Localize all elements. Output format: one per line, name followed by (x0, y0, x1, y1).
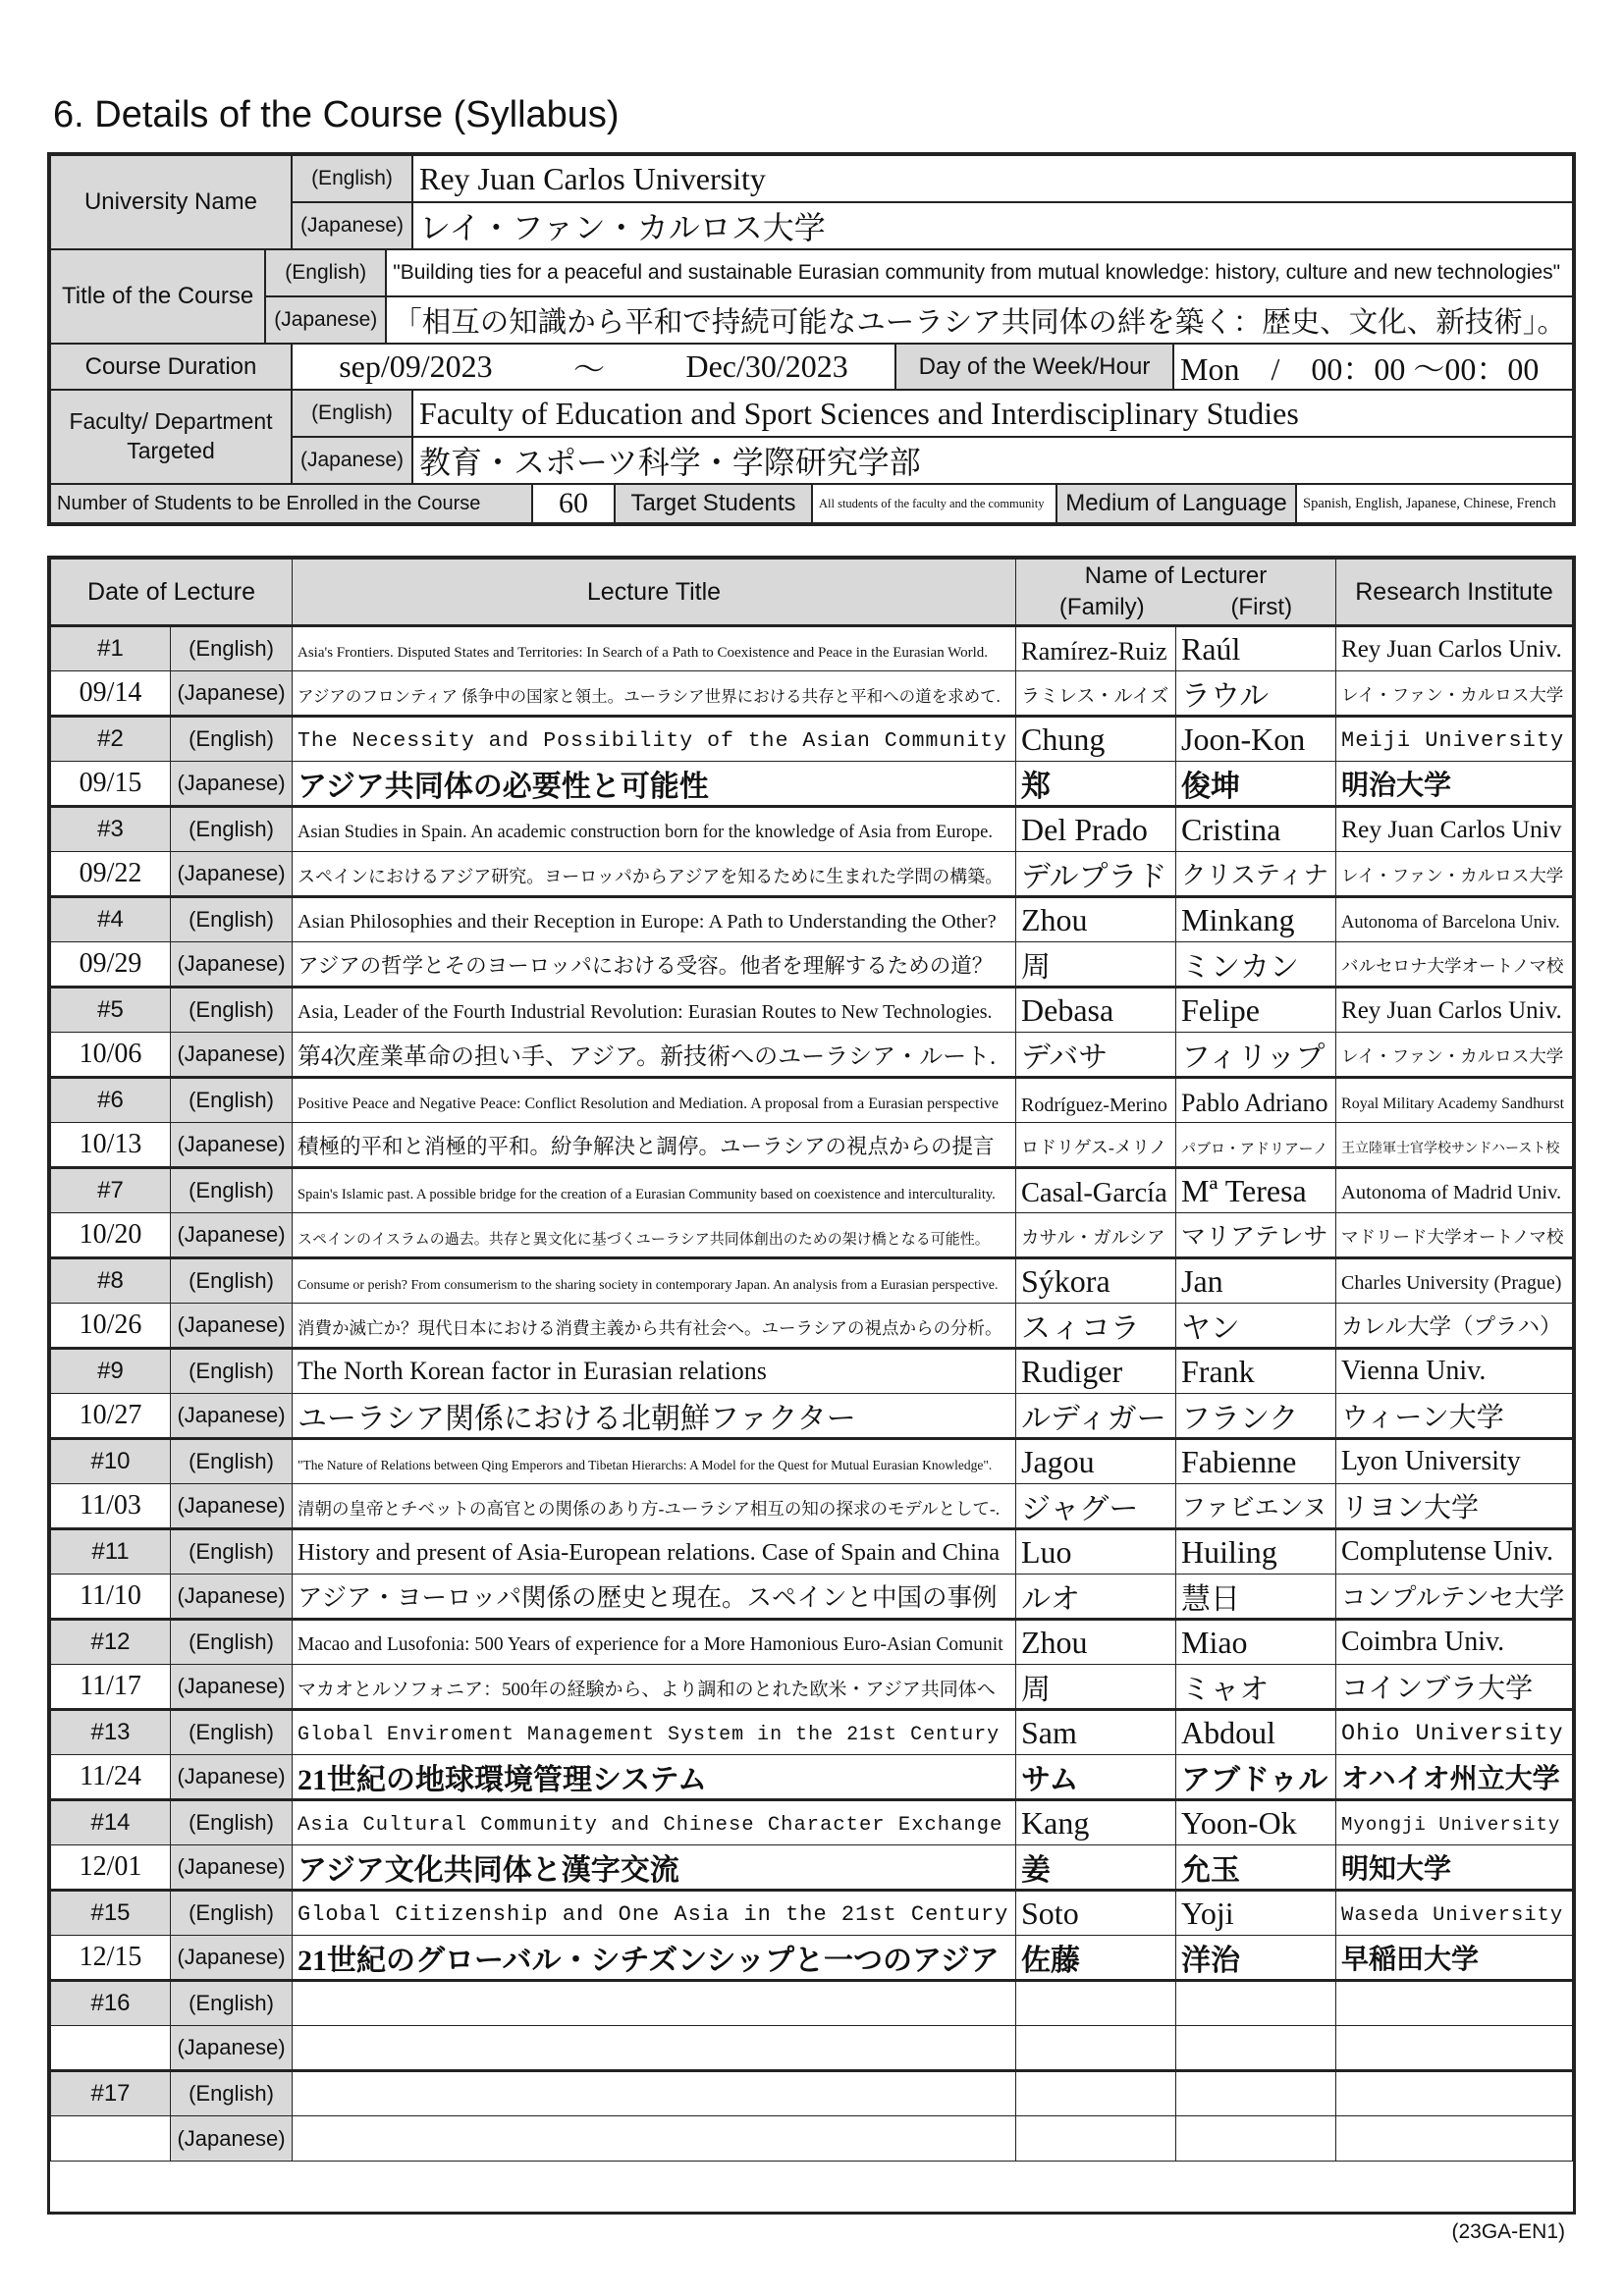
institute-en: Vienna Univ. (1336, 1349, 1573, 1394)
lecturer-family-jp: ロドリゲス-メリノ (1016, 1123, 1176, 1168)
lecturer-first-jp: ミャオ (1176, 1665, 1336, 1710)
institute-jp: リヨン大学 (1336, 1484, 1573, 1529)
lecturer-first-en: Yoon-Ok (1176, 1800, 1336, 1845)
institute-jp: 明治大学 (1336, 762, 1573, 807)
lecture-title-jp: 消費か滅亡か？現代日本における消費主義から共有社会へ。ユーラシアの視点からの分析。 (293, 1304, 1016, 1349)
lecturer-family-jp: ジャグー (1016, 1484, 1176, 1529)
lecture-row-english (51, 897, 1573, 942)
institute-jp: レイ・ファン・カルロス大学 (1336, 852, 1573, 897)
lecture-title-en: History and present of Asia-European relations. Case of Spain and China (293, 1529, 1016, 1575)
lecture-row-english (51, 717, 1573, 762)
lecture-date (51, 2116, 171, 2162)
lecturer-first-jp: クリスティナ (1176, 852, 1336, 897)
institute-jp: 王立陸軍士官学校サンドハースト校 (1336, 1123, 1573, 1168)
institute-jp: カレル大学（プラハ） (1336, 1304, 1573, 1349)
lecture-number: #15 (51, 1891, 171, 1936)
lecture-date: 12/01 (51, 1845, 171, 1891)
lecture-row-english (51, 1710, 1573, 1755)
lecture-row-english (51, 1349, 1573, 1394)
university-name-label: University Name (50, 155, 292, 249)
lecture-number: #2 (51, 717, 171, 762)
university-name-jp: レイ・ファン・カルロス大学 (412, 202, 1573, 249)
lecturer-family-en: Luo (1016, 1529, 1176, 1575)
japanese-label: (Japanese) (171, 1936, 293, 1981)
english-label: (English) (171, 1349, 293, 1394)
lecturer-family-jp: 佐藤 (1016, 1936, 1176, 1981)
course-info-table (47, 152, 1576, 526)
lecturer-family-en (1016, 1981, 1176, 2026)
english-label: (English) (171, 1168, 293, 1213)
institute-en: Complutense Univ. (1336, 1529, 1573, 1575)
lecture-row-japanese (51, 852, 1573, 897)
institute-en: Rey Juan Carlos Univ. (1336, 988, 1573, 1033)
lecturer-family-en: Kang (1016, 1800, 1176, 1845)
lecture-row-japanese (51, 1394, 1573, 1439)
lecture-number: #12 (51, 1620, 171, 1665)
institute-jp: コンプルテンセ大学 (1336, 1575, 1573, 1620)
lecture-number: #8 (51, 1258, 171, 1304)
lecture-title-jp: アジア文化共同体と漢字交流 (293, 1845, 1016, 1891)
institute-jp: 明知大学 (1336, 1845, 1573, 1891)
institute-en: Autonoma of Madrid Univ. (1336, 1168, 1573, 1213)
lecturer-family-jp: 周 (1016, 1665, 1176, 1710)
lecture-number: #4 (51, 897, 171, 942)
lecture-title-en: "The Nature of Relations between Qing Emperors and Tibetan Hierarchs: A Model for the Quest for Mutual Eurasian Knowledge". (293, 1439, 1016, 1484)
lecture-row-japanese (51, 762, 1573, 807)
end-date: Dec/30/2023 (685, 348, 848, 384)
institute-jp (1336, 2116, 1573, 2162)
lecturer-family-en: Sam (1016, 1710, 1176, 1755)
lecture-row-japanese (51, 1755, 1573, 1800)
japanese-label: (Japanese) (265, 296, 386, 344)
lecturer-first-jp: フランク (1176, 1394, 1336, 1439)
english-label: (English) (171, 717, 293, 762)
english-label: (English) (171, 897, 293, 942)
lecturer-family-jp: ラミレス・ルイズ (1016, 671, 1176, 717)
faculty-en: Faculty of Education and Sport Sciences and Interdisciplinary Studies (412, 390, 1573, 437)
lecture-number: #14 (51, 1800, 171, 1845)
lecture-date (51, 2026, 171, 2071)
day-of-week-value: Mon / 00：00 ～00：00 (1173, 344, 1573, 390)
header-lecturer (1016, 560, 1336, 626)
institute-jp (1336, 2026, 1573, 2071)
lecture-title-jp: 第4次産業革命の担い手、アジア。新技術へのユーラシア・ルート. (293, 1033, 1016, 1078)
lecturer-family-en: Zhou (1016, 1620, 1176, 1665)
lecturer-first-en: Joon-Kon (1176, 717, 1336, 762)
lecturer-first-en: Minkang (1176, 897, 1336, 942)
lecturer-first-jp (1176, 2026, 1336, 2071)
english-label: (English) (171, 988, 293, 1033)
lecturer-family-en: Ramírez-Ruiz (1016, 626, 1176, 671)
lecture-number: #7 (51, 1168, 171, 1213)
lecturer-first-jp: ヤン (1176, 1304, 1336, 1349)
lecturer-family-en: Jagou (1016, 1439, 1176, 1484)
lecturer-first-jp: 俊坤 (1176, 762, 1336, 807)
lecture-date: 12/15 (51, 1936, 171, 1981)
lecture-title-jp: スペインのイスラムの過去。共存と異文化に基づくユーラシア共同体創出のための架け橋となる可能性。 (293, 1213, 1016, 1258)
japanese-label: (Japanese) (171, 762, 293, 807)
header-family: (Family) (1058, 594, 1145, 620)
lecture-row-english (51, 1439, 1573, 1484)
japanese-label: (Japanese) (171, 2116, 293, 2162)
english-label: (English) (171, 1981, 293, 2026)
lecture-row-japanese (51, 1213, 1573, 1258)
lecture-title-en: The North Korean factor in Eurasian relations (293, 1349, 1016, 1394)
institute-en: Meiji University (1336, 717, 1573, 762)
institute-jp: バルセロナ大学オートノマ校 (1336, 942, 1573, 988)
lecturer-family-jp: カサル・ガルシア (1016, 1213, 1176, 1258)
language-label: Medium of Language (1056, 484, 1296, 523)
lecture-title-en: Global Citizenship and One Asia in the 21st Century (293, 1891, 1016, 1936)
lecturer-family-jp: デルプラド (1016, 852, 1176, 897)
institute-en: Coimbra Univ. (1336, 1620, 1573, 1665)
english-label: (English) (171, 1891, 293, 1936)
target-students-value: All students of the faculty and the community (812, 484, 1056, 523)
lecturer-first-jp: ファビエンヌ (1176, 1484, 1336, 1529)
lecturer-first-en: Yoji (1176, 1891, 1336, 1936)
lecture-title-en: Spain's Islamic past. A possible bridge for the creation of a Eurasian Community based on coexistence and interculturality. (293, 1168, 1016, 1213)
lecturer-family-en: Rodríguez-Merino (1016, 1078, 1176, 1123)
faculty-label: Faculty/ Department Targeted (50, 390, 292, 484)
lecture-date: 10/26 (51, 1304, 171, 1349)
lecturer-first-jp: ミンカン (1176, 942, 1336, 988)
lecture-row-japanese (51, 1665, 1573, 1710)
lecturer-first-jp: 洋治 (1176, 1936, 1336, 1981)
lecturer-first-jp: マリアテレサ (1176, 1213, 1336, 1258)
lecture-row-japanese (51, 1936, 1573, 1981)
lecture-row-english (51, 988, 1573, 1033)
lecturer-first-jp: フィリップ (1176, 1033, 1336, 1078)
lecture-title-jp (293, 2116, 1016, 2162)
japanese-label: (Japanese) (171, 852, 293, 897)
lecturer-first-jp: アブドゥル (1176, 1755, 1336, 1800)
lecture-title-jp: マカオとルソフォニア：500年の経験から、より調和のとれた欧米・アジア共同体へ (293, 1665, 1016, 1710)
lecture-title-jp: アジアのフロンティア 係争中の国家と領土。ユーラシア世界における共存と平和への道を求めて. (293, 671, 1016, 717)
lecturer-first-en: Felipe (1176, 988, 1336, 1033)
lecture-row-japanese (51, 1484, 1573, 1529)
institute-en: Royal Military Academy Sandhurst (1336, 1078, 1573, 1123)
lecturer-family-jp: デバサ (1016, 1033, 1176, 1078)
english-label: (English) (171, 1710, 293, 1755)
language-value: Spanish, English, Japanese, Chinese, French (1296, 484, 1573, 523)
institute-en: Myongji University (1336, 1800, 1573, 1845)
institute-en (1336, 1981, 1573, 2026)
japanese-label: (Japanese) (292, 202, 412, 249)
lecture-row-english (51, 626, 1573, 671)
english-label: (English) (171, 626, 293, 671)
lecturer-first-en: Frank (1176, 1349, 1336, 1394)
lecturer-family-jp (1016, 2026, 1176, 2071)
lecture-date: 09/22 (51, 852, 171, 897)
lecture-title-jp: スペインにおけるアジア研究。ヨーロッパからアジアを知るために生まれた学問の構築。 (293, 852, 1016, 897)
lecture-date: 11/03 (51, 1484, 171, 1529)
lecture-title-jp: アジア・ヨーロッパ関係の歴史と現在。スペインと中国の事例 (293, 1575, 1016, 1620)
lecture-title-en: Asian Studies in Spain. An academic construction born for the knowledge of Asia from Europe. (293, 807, 1016, 852)
lecture-row-japanese (51, 942, 1573, 988)
lecture-title-en: Macao and Lusofonia: 500 Years of experience for a More Hamonious Euro-Asian Comunit (293, 1620, 1016, 1665)
institute-jp: マドリード大学オートノマ校 (1336, 1213, 1573, 1258)
lecturer-family-en: Del Prado (1016, 807, 1176, 852)
lecturer-first-en: Jan (1176, 1258, 1336, 1304)
lecturer-first-jp (1176, 2116, 1336, 2162)
lecturer-family-jp: 郑 (1016, 762, 1176, 807)
english-label: (English) (171, 807, 293, 852)
japanese-label: (Japanese) (171, 942, 293, 988)
start-date: sep/09/2023 (339, 348, 493, 384)
japanese-label: (Japanese) (171, 1213, 293, 1258)
institute-en: Rey Juan Carlos Univ. (1336, 626, 1573, 671)
lecturer-family-en: Sýkora (1016, 1258, 1176, 1304)
japanese-label: (Japanese) (171, 1755, 293, 1800)
japanese-label: (Japanese) (171, 1845, 293, 1891)
lecturer-family-jp (1016, 2116, 1176, 2162)
lecture-row-japanese (51, 1845, 1573, 1891)
institute-en: Ohio University (1336, 1710, 1573, 1755)
lecturer-first-en: Raúl (1176, 626, 1336, 671)
lecture-number: #3 (51, 807, 171, 852)
lecture-title-en (293, 1981, 1016, 2026)
lecture-row-english (51, 1078, 1573, 1123)
japanese-label: (Japanese) (171, 1665, 293, 1710)
lecture-row-english (51, 807, 1573, 852)
lecturer-first-jp: 允玉 (1176, 1845, 1336, 1891)
lecture-date: 09/14 (51, 671, 171, 717)
lecture-number: #6 (51, 1078, 171, 1123)
lecture-row-japanese (51, 1033, 1573, 1078)
course-duration-label: Course Duration (50, 344, 292, 390)
lecture-row-english (51, 1529, 1573, 1575)
japanese-label: (Japanese) (171, 1484, 293, 1529)
english-label: (English) (171, 1258, 293, 1304)
lecture-date: 11/10 (51, 1575, 171, 1620)
course-duration-value (292, 344, 895, 390)
students-count-label: Number of Students to be Enrolled in the Course (50, 484, 532, 523)
form-code: (23GA-EN1) (1451, 2220, 1565, 2243)
lecturer-family-jp: ルオ (1016, 1575, 1176, 1620)
lecture-row-japanese (51, 671, 1573, 717)
lecture-number: #17 (51, 2071, 171, 2116)
lecturer-family-jp: ルディガー (1016, 1394, 1176, 1439)
lecture-title-jp: アジアの哲学とそのヨーロッパにおける受容。他者を理解するための道？ (293, 942, 1016, 988)
lecture-number: #13 (51, 1710, 171, 1755)
institute-jp: 早稲田大学 (1336, 1936, 1573, 1981)
institute-jp: コインブラ大学 (1336, 1665, 1573, 1710)
lecture-title-jp: ユーラシア関係における北朝鮮ファクター (293, 1394, 1016, 1439)
japanese-label: (Japanese) (171, 1304, 293, 1349)
lecture-row-english (51, 1981, 1573, 2026)
lecture-date: 10/20 (51, 1213, 171, 1258)
lecture-title-en: Asian Philosophies and their Reception in Europe: A Path to Understanding the Other? (293, 897, 1016, 942)
header-institute: Research Institute (1336, 560, 1573, 626)
english-label: (English) (292, 155, 412, 202)
japanese-label: (Japanese) (171, 1033, 293, 1078)
lecture-title-en: Asia Cultural Community and Chinese Character Exchange (293, 1800, 1016, 1845)
university-name-en: Rey Juan Carlos University (412, 155, 1573, 202)
english-label: (English) (171, 1620, 293, 1665)
lecture-row-english (51, 2071, 1573, 2116)
lecture-number: #16 (51, 1981, 171, 2026)
lectures-table (47, 556, 1576, 2215)
japanese-label: (Japanese) (292, 437, 412, 484)
lecture-row-japanese (51, 1575, 1573, 1620)
lecturer-first-en: Fabienne (1176, 1439, 1336, 1484)
japanese-label: (Japanese) (171, 1575, 293, 1620)
lecture-title-jp: 21世紀の地球環境管理システム (293, 1755, 1016, 1800)
lecturer-family-en: Casal-García (1016, 1168, 1176, 1213)
institute-jp: レイ・ファン・カルロス大学 (1336, 1033, 1573, 1078)
institute-en: Lyon University (1336, 1439, 1573, 1484)
lecture-row-english (51, 1168, 1573, 1213)
lecture-date: 10/06 (51, 1033, 171, 1078)
lecture-row-japanese (51, 2116, 1573, 2162)
english-label: (English) (265, 249, 386, 296)
japanese-label: (Japanese) (171, 1123, 293, 1168)
lecture-row-japanese (51, 2026, 1573, 2071)
lecture-number: #9 (51, 1349, 171, 1394)
english-label: (English) (292, 390, 412, 437)
course-title-jp: 「相互の知識から平和で持続可能なユーラシア共同体の絆を築く：歴史、文化、新技術」。 (386, 296, 1573, 344)
institute-jp: オハイオ州立大学 (1336, 1755, 1573, 1800)
lecture-title-en: The Necessity and Possibility of the Asian Community (293, 717, 1016, 762)
course-title-label: Title of the Course (50, 249, 265, 344)
header-first: (First) (1230, 594, 1293, 620)
institute-en (1336, 2071, 1573, 2116)
lecturer-family-jp: サム (1016, 1755, 1176, 1800)
lecturer-first-en (1176, 1981, 1336, 2026)
lecture-date: 10/13 (51, 1123, 171, 1168)
header-date: Date of Lecture (51, 560, 293, 626)
lecturer-family-en: Soto (1016, 1891, 1176, 1936)
lecture-row-english (51, 1800, 1573, 1845)
lecture-title-en: Global Enviroment Management System in the 21st Century (293, 1710, 1016, 1755)
lecture-row-english (51, 1891, 1573, 1936)
english-label: (English) (171, 1800, 293, 1845)
lecture-date: 09/29 (51, 942, 171, 988)
lecture-title-jp: 積極的平和と消極的平和。紛争解決と調停。ユーラシアの視点からの提言 (293, 1123, 1016, 1168)
students-count-value: 60 (532, 484, 615, 523)
lecture-number: #5 (51, 988, 171, 1033)
lecturer-family-en: Rudiger (1016, 1349, 1176, 1394)
lecture-title-jp: 清朝の皇帝とチベットの高官との関係のあり方-ユーラシア相互の知の探求のモデルとして-. (293, 1484, 1016, 1529)
lecture-row-japanese (51, 1123, 1573, 1168)
lecture-date: 10/27 (51, 1394, 171, 1439)
institute-en: Autonoma of Barcelona Univ. (1336, 897, 1573, 942)
lecturer-first-en: Huiling (1176, 1529, 1336, 1575)
lecture-title-jp (293, 2026, 1016, 2071)
course-title-en: "Building ties for a peaceful and sustainable Eurasian community from mutual knowledge: history, culture and new technologies" (386, 249, 1573, 296)
lecturer-family-jp: スィコラ (1016, 1304, 1176, 1349)
lecture-title-en: Asia's Frontiers. Disputed States and Territories: In Search of a Path to Coexistence and Peace in the Eurasian World. (293, 626, 1016, 671)
lecturer-first-en: Miao (1176, 1620, 1336, 1665)
lecturer-first-en: Mª Teresa (1176, 1168, 1336, 1213)
page-title: 6. Details of the Course (Syllabus) (53, 94, 620, 135)
lecture-title-en: Asia, Leader of the Fourth Industrial Revolution: Eurasian Routes to New Technologies. (293, 988, 1016, 1033)
lecturer-first-en: Pablo Adriano (1176, 1078, 1336, 1123)
header-title: Lecture Title (293, 560, 1016, 626)
lecturer-first-en: Cristina (1176, 807, 1336, 852)
english-label: (English) (171, 1078, 293, 1123)
english-label: (English) (171, 1439, 293, 1484)
lecturer-family-jp: 姜 (1016, 1845, 1176, 1891)
institute-jp: レイ・ファン・カルロス大学 (1336, 671, 1573, 717)
japanese-label: (Japanese) (171, 2026, 293, 2071)
lecture-title-en (293, 2071, 1016, 2116)
header-lecturer-name: Name of Lecturer (1084, 561, 1268, 589)
lecturer-family-en: Chung (1016, 717, 1176, 762)
japanese-label: (Japanese) (171, 671, 293, 717)
lecture-title-en: Consume or perish? From consumerism to the sharing society in contemporary Japan. An analysis from a Eurasian perspective. (293, 1258, 1016, 1304)
lecturer-family-en: Debasa (1016, 988, 1176, 1033)
date-separator: ～ (573, 350, 606, 387)
lecture-date: 09/15 (51, 762, 171, 807)
lecturer-first-jp: パブロ・アドリアーノ (1176, 1123, 1336, 1168)
day-of-week-label: Day of the Week/Hour (895, 344, 1173, 390)
institute-en: Rey Juan Carlos Univ (1336, 807, 1573, 852)
lecturer-first-en: Abdoul (1176, 1710, 1336, 1755)
lecture-row-english (51, 1620, 1573, 1665)
lecture-number: #1 (51, 626, 171, 671)
lecturer-first-jp: ラウル (1176, 671, 1336, 717)
faculty-jp: 教育・スポーツ科学・学際研究学部 (412, 437, 1573, 484)
institute-en: Charles University (Prague) (1336, 1258, 1573, 1304)
lecture-title-jp: 21世紀のグローバル・シチズンシップと一つのアジア (293, 1936, 1016, 1981)
lecture-date: 11/17 (51, 1665, 171, 1710)
lecturer-family-en (1016, 2071, 1176, 2116)
lecture-title-en: Positive Peace and Negative Peace: Conflict Resolution and Mediation. A proposal from a Eurasian perspective (293, 1078, 1016, 1123)
lecture-title-jp: アジア共同体の必要性と可能性 (293, 762, 1016, 807)
english-label: (English) (171, 2071, 293, 2116)
lecture-number: #11 (51, 1529, 171, 1575)
lecturer-first-en (1176, 2071, 1336, 2116)
lecturer-family-jp: 周 (1016, 942, 1176, 988)
lecture-number: #10 (51, 1439, 171, 1484)
lecturer-first-jp: 慧日 (1176, 1575, 1336, 1620)
lecture-row-english (51, 1258, 1573, 1304)
institute-en: Waseda University (1336, 1891, 1573, 1936)
lecturer-family-en: Zhou (1016, 897, 1176, 942)
lecture-row-japanese (51, 1304, 1573, 1349)
lecture-date: 11/24 (51, 1755, 171, 1800)
japanese-label: (Japanese) (171, 1394, 293, 1439)
target-students-label: Target Students (615, 484, 812, 523)
institute-jp: ウィーン大学 (1336, 1394, 1573, 1439)
english-label: (English) (171, 1529, 293, 1575)
